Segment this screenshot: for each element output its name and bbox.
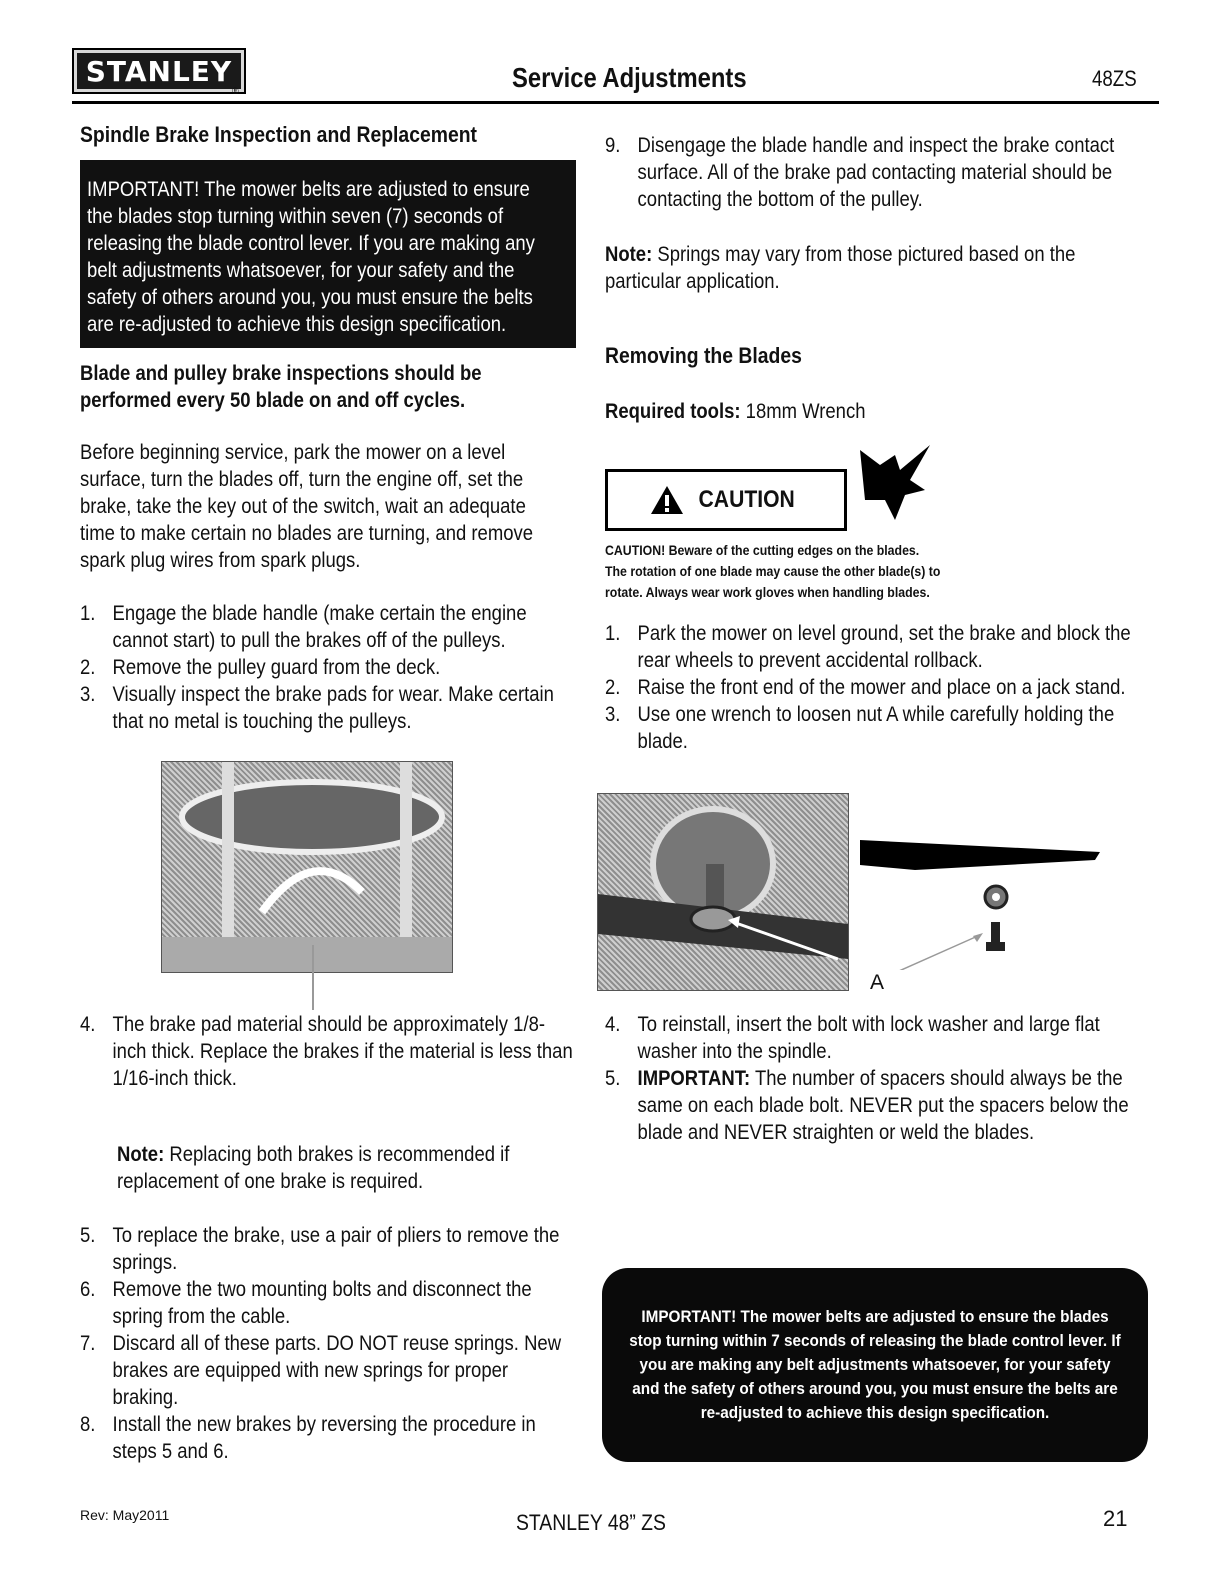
important-line: safety of others around you, you must ensure the belts — [87, 286, 533, 309]
step-number: 6. — [80, 1278, 96, 1301]
important-rounded-text: IMPORTANT! The mower belts are adjusted to ensure the blades stop turning within 7 seconds of releasing the blade control lever. If you are making any belt adjustments whatsoever, for your safety and the safety of others around you, you must ensure the belts are re-adjusted to achieve this design specification. — [629, 1307, 1121, 1422]
required-tools — [605, 398, 1137, 425]
list-item — [605, 132, 1137, 213]
header-rule — [72, 101, 1159, 104]
list-item — [605, 674, 1137, 701]
brake-pulley-photo — [161, 761, 453, 973]
caution-line: The rotation of one blade may cause the other blade(s) to — [605, 563, 941, 579]
note-label: Note: — [117, 1143, 165, 1166]
replace-note — [117, 1141, 575, 1195]
list-item — [605, 701, 1137, 755]
model-number: 48ZS — [1092, 66, 1137, 91]
hand-cut-hazard-icon — [850, 445, 940, 525]
brake-photo-art — [162, 762, 452, 972]
section-heading-removing-blades: Removing the Blades — [605, 343, 802, 368]
important-line: are re-adjusted to achieve this design specification. — [87, 313, 507, 336]
figure-label-a: A — [870, 971, 885, 994]
step-number: 2. — [80, 656, 96, 679]
step-text: Raise the front end of the mower and place on a jack stand. — [637, 676, 1126, 699]
note-line: Blade and pulley brake inspections should be — [80, 362, 482, 385]
list-item — [80, 600, 573, 654]
step-text: The number of spacers should always be the same on each blade bolt. NEVER put the spacers below the blade and NEVER straighten or weld the blades. — [637, 1067, 1129, 1144]
caution-label: CAUTION — [698, 486, 796, 513]
caution-line: CAUTION! Beware of the cutting edges on the blades. — [605, 542, 920, 558]
important-line: releasing the blade control lever. If you are making any — [87, 232, 535, 255]
step-text: Engage the blade handle (make certain the engine cannot start) to pull the brakes off of the pulleys. — [112, 602, 527, 652]
list-item — [80, 1011, 573, 1092]
step-text: Disengage the blade handle and inspect the brake contact surface. All of the brake pad contacting material should be contacting the bottom of the pulley. — [637, 134, 1115, 211]
list-item — [80, 1330, 573, 1411]
page-number: 21 — [1103, 1506, 1128, 1531]
intro-paragraph — [80, 439, 573, 574]
important-box — [80, 160, 576, 348]
list-item — [80, 654, 573, 681]
list-item — [605, 1065, 1137, 1146]
step-number: 1. — [80, 602, 96, 625]
spindle-photo-art — [598, 794, 848, 990]
caution-label-box — [605, 469, 847, 531]
list-item — [80, 1411, 573, 1465]
list-item — [80, 1222, 573, 1276]
intro-line: spark plug wires from spark plugs. — [80, 549, 361, 572]
callout-line — [312, 945, 314, 1010]
spindle-photo — [597, 793, 849, 991]
important-line: the blades stop turning within seven (7) seconds of — [87, 205, 504, 228]
registered-mark: ® — [232, 86, 239, 96]
steps-list-9 — [605, 132, 1137, 213]
intro-line: brake, take the key out of the switch, wait an adequate — [80, 495, 526, 518]
blade-bolt-diagram — [855, 830, 1105, 970]
steps-list-b — [80, 1222, 573, 1465]
steps-list-a — [80, 600, 573, 735]
list-item — [605, 1011, 1137, 1065]
step-text: To replace the brake, use a pair of pliers to remove the springs. — [112, 1224, 560, 1274]
step-text: The brake pad material should be approximately 1/8-inch thick. Replace the brakes if the material is less than 1/16-inch thick. — [112, 1013, 573, 1090]
step-text: Visually inspect the brake pads for wear. Make certain that no metal is touching the pulleys. — [112, 683, 554, 733]
list-item — [80, 1276, 573, 1330]
step-text: Remove the two mounting bolts and disconnect the spring from the cable. — [112, 1278, 532, 1328]
revision-date: Rev: May2011 — [80, 1507, 170, 1523]
inspection-interval-note — [80, 360, 573, 414]
intro-line: surface, turn the blades off, turn the engine off, set the — [80, 468, 524, 491]
step-text: Remove the pulley guard from the deck. — [112, 656, 441, 679]
step-number: 1. — [605, 622, 621, 645]
tools-label: Required tools: — [605, 400, 741, 423]
steps-list-4 — [80, 1011, 573, 1092]
step-number: 3. — [605, 703, 621, 726]
step-text: Use one wrench to loosen nut A while carefully holding the blade. — [637, 703, 1115, 753]
caution-text-block — [605, 540, 1133, 603]
step-text: Discard all of these parts. DO NOT reuse springs. New brakes are equipped with new springs for proper braking. — [112, 1332, 562, 1409]
steps-list-c — [605, 620, 1137, 755]
page-title: Service Adjustments — [512, 62, 747, 93]
list-item — [605, 620, 1137, 674]
warning-triangle-icon — [650, 485, 684, 515]
important-line: belt adjustments whatsoever, for your safety and the — [87, 259, 515, 282]
logo-text: STANLEY — [85, 54, 233, 88]
step-number: 5. — [605, 1067, 621, 1090]
step-number: 2. — [605, 676, 621, 699]
caution-line: rotate. Always wear work gloves when handling blades. — [605, 584, 930, 600]
note-label: Note: — [605, 243, 653, 266]
note-text: Replacing both brakes is recommended if replacement of one brake is required. — [117, 1143, 510, 1193]
step-4-block — [80, 1011, 573, 1092]
step-number: 3. — [80, 683, 96, 706]
steps-list-4-5 — [605, 1011, 1137, 1146]
important-text — [80, 176, 576, 338]
note-text: Springs may vary from those pictured based on the particular application. — [605, 243, 1076, 293]
step-text: Park the mower on level ground, set the brake and block the rear wheels to prevent accidental rollback. — [637, 622, 1131, 672]
step-number: 7. — [80, 1332, 96, 1355]
note-line: performed every 50 blade on and off cycles. — [80, 389, 466, 412]
step-text: Install the new brakes by reversing the procedure in steps 5 and 6. — [112, 1413, 536, 1463]
footer-product: STANLEY 48” ZS — [516, 1510, 666, 1535]
intro-line: Before beginning service, park the mower on a level — [80, 441, 506, 464]
step-number: 8. — [80, 1413, 96, 1436]
tools-text: 18mm Wrench — [740, 400, 866, 423]
list-item — [80, 681, 573, 735]
step-text: To reinstall, insert the bolt with lock washer and large flat washer into the spindle. — [637, 1013, 1100, 1063]
important-line: IMPORTANT! The mower belts are adjusted to ensure — [87, 178, 530, 201]
section-heading-spindle-brake: Spindle Brake Inspection and Replacement — [80, 122, 477, 147]
springs-note — [605, 241, 1137, 295]
step-bold-label: IMPORTANT: — [637, 1067, 751, 1090]
stanley-logo — [72, 48, 246, 94]
intro-line: time to make certain no blades are turning, and remove — [80, 522, 534, 545]
important-rounded-box — [602, 1268, 1148, 1462]
step-number: 5. — [80, 1224, 96, 1247]
step-number: 4. — [605, 1013, 621, 1036]
step-number: 4. — [80, 1013, 96, 1036]
step-number: 9. — [605, 134, 621, 157]
